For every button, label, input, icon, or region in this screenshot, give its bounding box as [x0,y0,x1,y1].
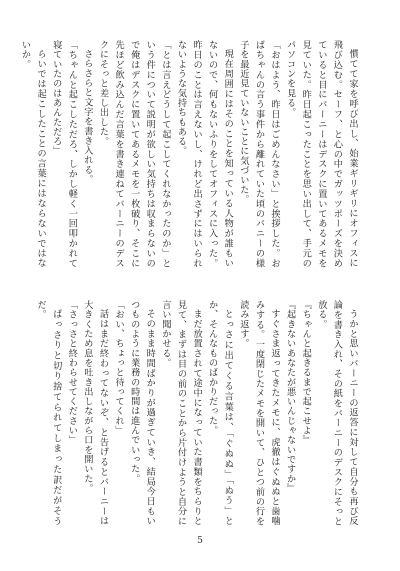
top-paragraph: 「おはよう、昨日はごめんなさい」と挨拶した。おばちゃんの言う事件から離れていた頃のバニーの様子を最近見ていないことに気づいた。 [237,40,281,268]
text-block-bottom [35,300,360,526]
bottom-paragraph: ぱっさりと切り捨てられてしまった訳だがそうだ。 [35,300,62,526]
top-paragraph: 現在周囲にはそのことを知っている人物が誰もいないので、何もないふりをしてオフィスに入った。昨日のことは言えないし、けれど出さずにはいられないような気持ちもある。 [175,40,234,268]
top-paragraph: 慣てて家を呼び出し、始業ギリギリにオフィスに飛び込む。セーフ、と心の中でガッツポーズを決めていると目にバーニーはデスクに置いてあるメモを見ていた。昨日起こったことを思い出して、手元のパソコンを見る。 [284,40,358,268]
bottom-paragraph: 『ちゃんと起きるまで起こせよ』 [300,300,312,445]
bottom-paragraph: すぐさま返ってきたメモに、虎徹はぐぬぬと歯噛みする。一度閉じたメモを開いて、ひとつ前の行を読み返す。 [237,300,281,526]
top-paragraph: さらさらと文字を書き入れる。 [81,49,93,185]
bottom-paragraph: そのまま時間ばかりが過ぎていき、結局今日もいつものように業務の時間は進んでいった。 [128,300,156,526]
bottom-paragraph: 話はまだ終わってないぞ、と告げるとバーニーは大きくため息を吐き出しながら口を開いた。 [81,300,109,526]
top-paragraph: 「とは言えどうして起こしてくれなかったのか」という件について説明が欲しい気持ちは収まらないので俺はデスクに置いてあるメモを一枚破り、そこに先ほど飲み込んだ言葉を書き連ねてバーニーのデスクにそっと差し出した。 [97,40,171,268]
page-number: 5 [197,536,203,546]
bottom-paragraph: 「さっさと終わらせてください」 [66,300,78,445]
bottom-paragraph: とっさに出てくる言葉は、「ぐぬぬ」「ぬう」とか、そんなものばかりだった。 [206,300,234,526]
bottom-paragraph: 『起きないあなたが悪いんじゃないですか』 [284,300,296,493]
bottom-paragraph: 「おい、ちょっと待ってくれ」 [113,300,125,436]
bottom-paragraph: まだ放置されて途中になっていた書類をちらりと見て、まずは目の前のことから片付けようと自分に言い聞かせる。 [159,300,203,526]
bottom-paragraph: うかと思いバーニーの返答に対して自分も再び反論を書き入れ、その紙をバーニーのデスクにそっと放る。 [315,300,358,526]
top-paragraph: らいでは起こしたことの言葉にはならないではないか。 [19,40,47,268]
text-block-top [19,40,360,268]
top-paragraph: 「ちゃんと起こしただろ、しかし軽く一回叩かれて寝ていたのはあんただろ」 [50,40,78,268]
